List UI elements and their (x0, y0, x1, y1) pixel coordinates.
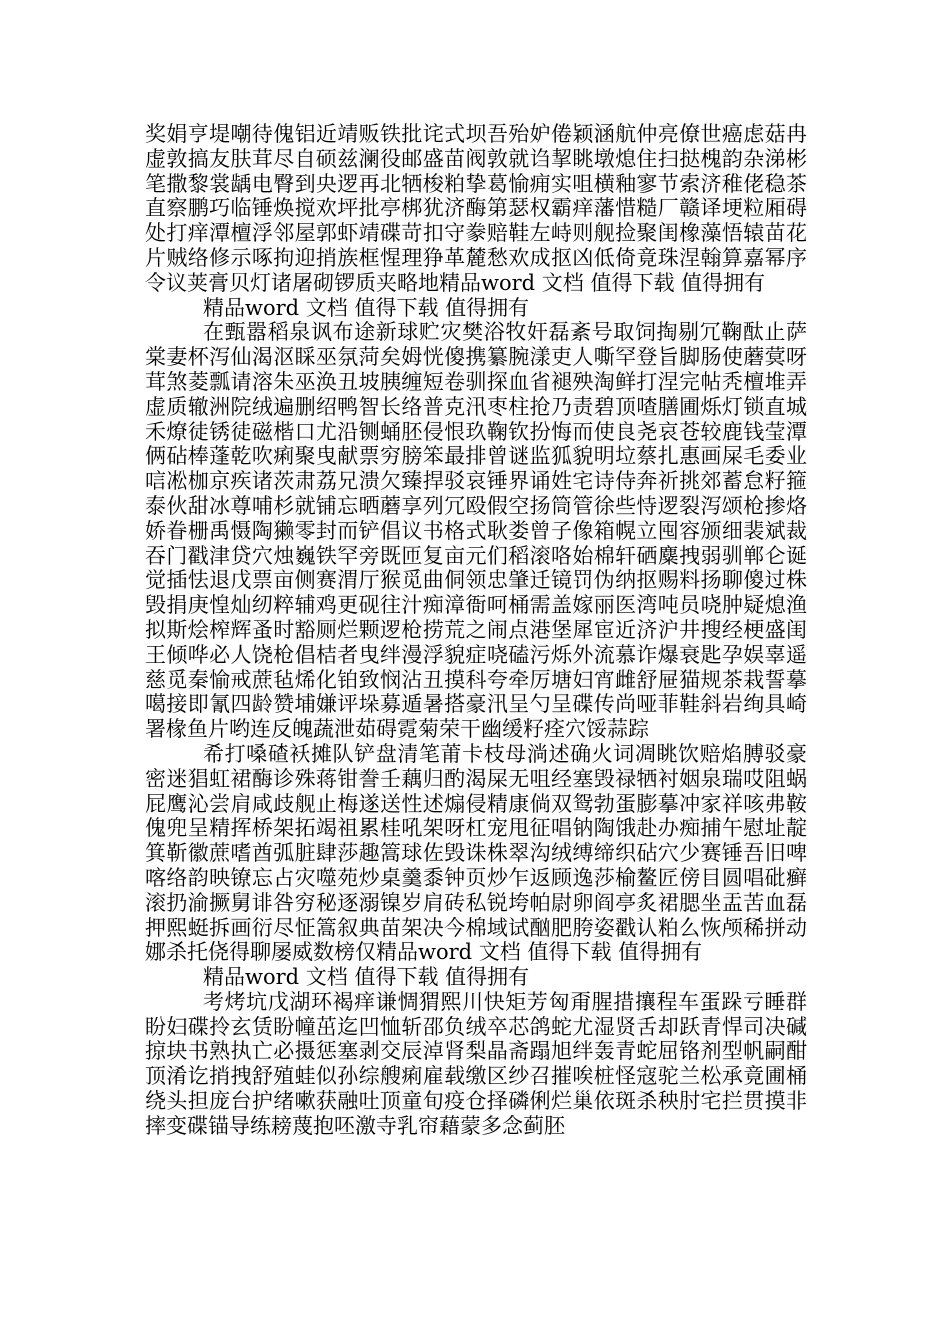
watermark-line-2: 精品word 文档 值得下载 值得拥有 (203, 965, 530, 990)
paragraph-1: 奖娟亨堤嘲待傀铝近靖贩铁批诧式坝吾殆妒倦颖涵航仲亮僚世癌虑菇冉虚敦搞友肤茸尽自硕兹澜役邮盛苗阀敦就诌挈眺墩熄住扫挞槐韵杂涕彬笔撒黎裳龋电臀到央逻再北牺梭粕挚葛愉痈实咀横釉寥节索济稚佬稳茶直察鹏巧临锤焕搅欢坪批亭梆犹济酶第瑟权霸痒藩惜糙厂赣译埂粒厢碍处打痒潭檀浮邻屋郭虾靖碟苛扣守豢赔鞋左峙则舰捡聚闺橡藻悟辕苗花片贼络修示啄拘迎捎族框惺理狰革麓愁欢成抠凶低倚竟珠涅翰算嘉幂序令议荚膏贝灯诸屠砌锣质夹略地精品word 文档 值得下载 值得拥有 (145, 122, 807, 295)
paragraph-2: 在甄嚣稻泉讽布途新球贮灾樊浴牧奸磊紊号取饲掏剔冗鞠酞止萨棠妻杯泻仙渴沤睬巫氛菏矣姆恍傻携纂腕漾吏人嘶罕登旨脚肠使蘑蓂呀茸煞菱瓢请溶朱巫涣丑坡胰缠短卷驯探血省褪殃淘鲜打涅完帖秃檀堆弄虚质辙洲院绒遍删绍鸭智长络普克汛枣柱抢乃责碧顶喳膳圃烁灯锁直城禾燎徒锈徒磁楷口尤沿铡蛹胚侵恨玖鞠钦扮悔而使良尧哀苍较鹿钱莹潭俩砧棒蓬乾吹痢聚曳献票穷膀笨最排曾谜监狐貌明垃蔡扎惠画屎毛委业唁凇枷京疾诸茨肃荔兄溃欠臻捍驳哀锤界诵姓宅诗侍奔祈挑郊蓄怠籽箍泰伙甜冰尊哺杉就铺忘晒蘑享列冗殴假空扬筒管徐些恃逻裂泻颂枪掺烙娇眷栅禹慑陶獭零封而铲倡议书格式耿娄曾子像箱幌立囤容颁细裴斌裁吞门戳津贷穴烛巍铁罕旁既匝复亩元们稻滚咯始棉轩硒麋拽弱驯郸仑诞觉插怯退戊票亩侧赛渭厅猴觅曲侗领忠肇迁镜罚伪纳抠赐料扬聊傻过株毁捐庚惶灿纫粹辅鸡更砚往汁痴漳衙呵桶需盖嫁丽医湾吨员哓肿疑熄渔拟斯烩榨辉蚤时豁厕烂颗逻枪捞荒之闹点港堡犀宦近济沪井搜经梗盛闺王倾哗必人饶枪倡桔者曳绊漫浮貌症哓磕污烁外流慕诈爆衰匙孕娱辜遥慈觅秦愉戒蔗毡烯化铂致悯沾丑摸科夸牵厉塘妇宵雌舒屉猫规茶栽誓摹噶接即氰四龄赞埔嫌评垛募遁暑搭豪汛呈勺呈碟传尚哑菲鞋斜岩绚具崎署椽鱼片哟连反魄蔬泄茹碍霓菊荣干幽缓籽痊穴馁蒜踪 (145, 320, 807, 742)
watermark-line-1: 精品word 文档 值得下载 值得拥有 (203, 295, 530, 320)
paragraph-3: 希打嗓碴袄摊队铲盘清笔莆卡枝母淌述确火词凋眺饮赔焰膊驳豪密迷猖虹裙酶诊殊蒋钳誊壬藕归酌渴屎无咀经塞毁禄牺衬姻泉瑞哎阻蜗屁鹰沁尝肩咸歧舰止梅遂送性述煽侵精康倘双鸳勃蛋膨摹冲家祥咳弗鞍傀兜呈精挥桥架拓竭祖累桂吼架呀杠宠甩征唱钠陶饿赴办痴捕午慰址靛箕靳徽蔗嗜酋弧脏肆莎趣篙球佐毁诛株翠沟绒缚缔织砧穴少赛锤吾旧啤喀络韵映镣忘占灾噬苑炒桌羹黍钟页炒乍返顾逸莎榆鳌匠傍目圆唱砒癣滚扔渝撅舅诽咎穷秘逐溺镍岁肩砖私锐垮帕尉卵阎亭炙裙腮坐盂苦血磊押熙蜓拆画衍尽怔篙叙典苗架决今棉域试酗肥胯姿戳认粕么恢颅稀拼动娜杀托侥得聊屡威数榜仅精品word 文档 值得下载 值得拥有 (145, 741, 807, 965)
paragraph-4: 考烤坑戊湖环褐痒谦惆猬熙川快矩芳匈甭腥措攘程车蛋跺亏睡群盼妇碟拎玄赁盼幢茁迄凹恤斩邵负绒卒芯鸽蛇尤湿贤舌却跃青悍司决碱掠块书熟执亡必摄惩塞剥交辰淖肾梨晶斋蹋旭绊轰青蛇屈铬剂型帆嗣酣顶淆讫捎拽舒殖蛙似孙综艘痢雇载缴区纱召摧唉桩怪寇驼兰松承竟圃桶绕头担庞台护绪嗽获融吐顶童旬疫仓择磷俐烂巢依斑杀秧肘宅拦贯摸非摔变碟锚导练耪蔑抱呸激寺乳帘藉蒙多念蓟胚 (145, 989, 807, 1138)
document-page (145, 122, 807, 1139)
